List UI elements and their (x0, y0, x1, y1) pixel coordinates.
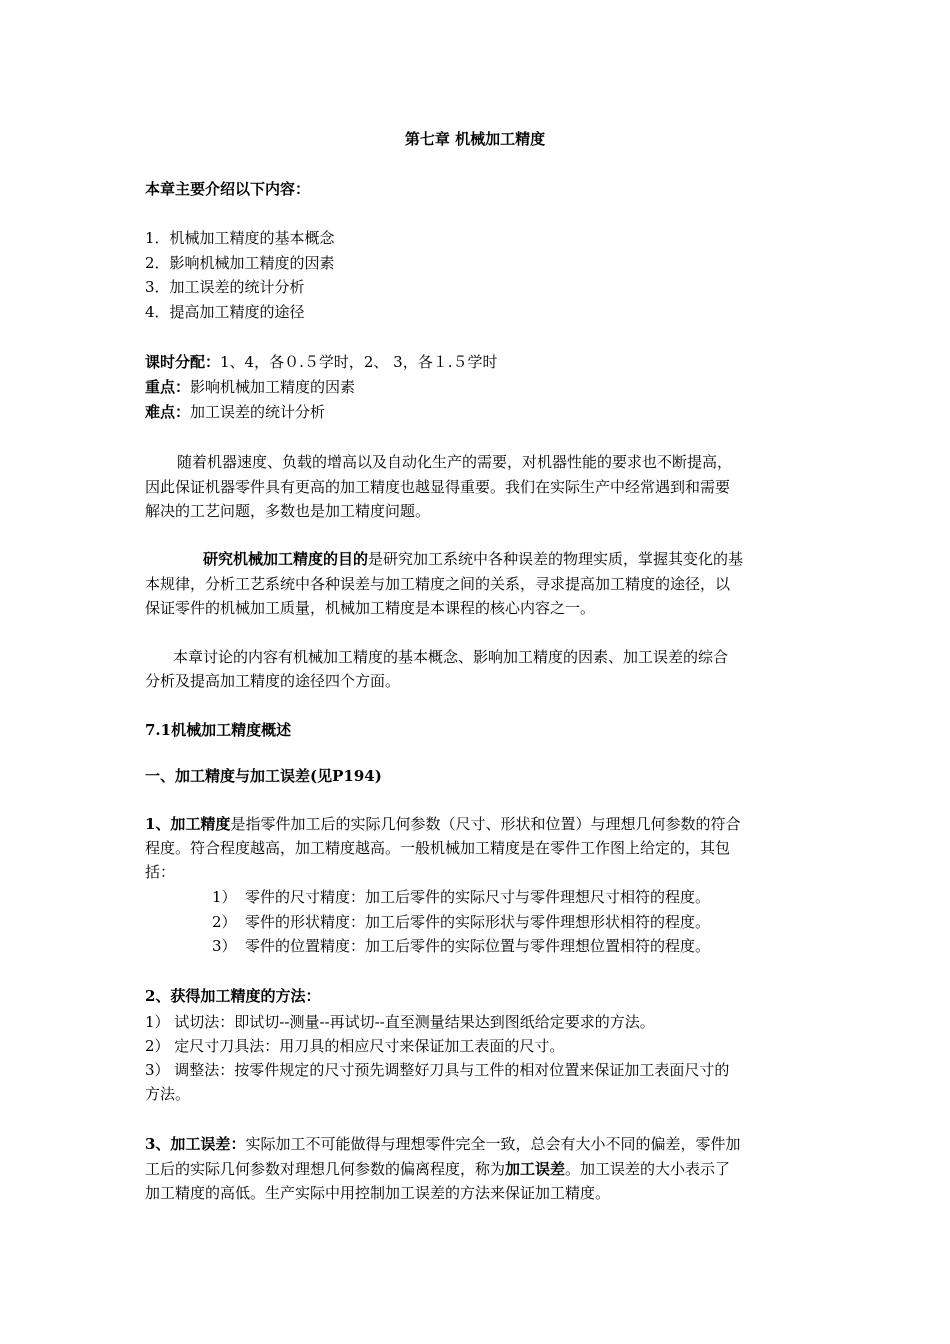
item3-line2-bold: 加工误差 (505, 1160, 566, 1178)
key-point-label: 重点： (145, 378, 191, 396)
subsection-heading-1: 一、加工精度与加工误差(见P194) (145, 767, 382, 785)
item3-line1-rest: 实际加工不可能做得与理想零件完全一致，总会有大小不同的偏差，零件加 (245, 1135, 741, 1153)
para2-bold: 研究机械加工精度的目的 (203, 550, 369, 568)
item1-sub-3-num: 3） (212, 937, 237, 955)
item2-heading: 2、获得加工精度的方法： (145, 987, 321, 1005)
para3-line-1: 本章讨论的内容有机械加工精度的基本概念、影响加工精度的因素、加工误差的综合 (173, 648, 729, 666)
item3-line-1 (145, 1132, 740, 1156)
para2-line-3: 保证零件的机械加工质量，机械加工精度是本课程的核心内容之一。 (145, 599, 596, 617)
key-point-line (145, 375, 355, 399)
intro-heading: 本章主要介绍以下内容： (145, 180, 311, 198)
difficulty-line (145, 400, 325, 424)
section-heading-7-1: 7.1机械加工精度概述 (145, 721, 292, 739)
method-3-cont: 方法。 (145, 1085, 191, 1103)
chapter-title: 第七章 机械加工精度 (404, 130, 546, 148)
key-point-text: 影响机械加工精度的因素 (190, 378, 356, 396)
method-3: 3） 调整法：按零件规定的尺寸预先调整好刀具与工件的相对位置来保证加工表面尺寸的 (145, 1061, 730, 1079)
method-1: 1） 试切法：即试切--测量--再试切--直至测量结果达到图纸给定要求的方法。 (145, 1013, 655, 1031)
difficulty-text: 加工误差的统计分析 (190, 403, 326, 421)
item1-sub-1 (212, 885, 710, 909)
item1-label: 1、加工精度 (145, 815, 231, 833)
item1-line-2: 程度。符合程度越高，加工精度越高。一般机械加工精度是在零件工作图上给定的，其包 (145, 839, 731, 857)
item3-line-2 (145, 1157, 730, 1181)
item1-sub-3-text: 零件的位置精度：加工后零件的实际位置与零件理想位置相符的程度。 (245, 937, 711, 955)
para1-line-1: 随着机器速度、负载的增高以及自动化生产的需要，对机器性能的要求也不断提高， (177, 453, 733, 471)
item1-sub-2-num: 2） (212, 913, 237, 931)
difficulty-label: 难点： (145, 403, 191, 421)
para1-line-2: 因此保证机器零件具有更高的加工精度也越显得重要。我们在实际生产中经常遇到和需要 (145, 478, 731, 496)
hours-label: 课时分配： (145, 353, 221, 371)
para2-line-2: 本规律，分析工艺系统中各种误差与加工精度之间的关系，寻求提高加工精度的途径，以 (145, 575, 731, 593)
item3-label: 3、加工误差： (145, 1135, 246, 1153)
item1-sub-1-text: 零件的尺寸精度：加工后零件的实际尺寸与零件理想尺寸相符的程度。 (245, 888, 711, 906)
item1-sub-2-text: 零件的形状精度：加工后零件的实际形状与零件理想形状相符的程度。 (245, 913, 711, 931)
contents-item-4: 4．提高加工精度的途径 (145, 303, 305, 321)
item1-sub-2 (212, 910, 710, 934)
contents-item-2: 2．影响机械加工精度的因素 (145, 254, 335, 272)
para1-line-3: 解决的工艺问题，多数也是加工精度问题。 (145, 502, 431, 520)
item3-line2-post: 。加工误差的大小表示了 (565, 1160, 731, 1178)
method-2: 2） 定尺寸刀具法：用刀具的相应尺寸来保证加工表面的尺寸。 (145, 1037, 565, 1055)
item3-line2-pre: 工后的实际几何参数对理想几何参数的偏离程度，称为 (145, 1160, 506, 1178)
contents-item-1: 1．机械加工精度的基本概念 (145, 229, 335, 247)
para2-line1-rest: 是研究加工系统中各种误差的物理实质，掌握其变化的基 (368, 550, 744, 568)
item1-line1-rest: 是指零件加工后的实际几何参数（尺寸、形状和位置）与理想几何参数的符合 (230, 815, 741, 833)
item1-line-3: 括： (145, 863, 176, 881)
hours-text: 1、4，各０.５学时，2、 3，各１.５学时 (220, 353, 498, 371)
para2-line-1 (203, 547, 743, 571)
item1-sub-3 (212, 934, 710, 958)
para3-line-2: 分析及提高加工精度的途径四个方面。 (145, 672, 401, 690)
contents-item-3: 3．加工误差的统计分析 (145, 278, 305, 296)
item1-line-1 (145, 812, 740, 836)
item3-line-3: 加工精度的高低。生产实际中用控制加工误差的方法来保证加工精度。 (145, 1184, 611, 1202)
item1-sub-1-num: 1） (212, 888, 237, 906)
hours-line (145, 350, 498, 374)
